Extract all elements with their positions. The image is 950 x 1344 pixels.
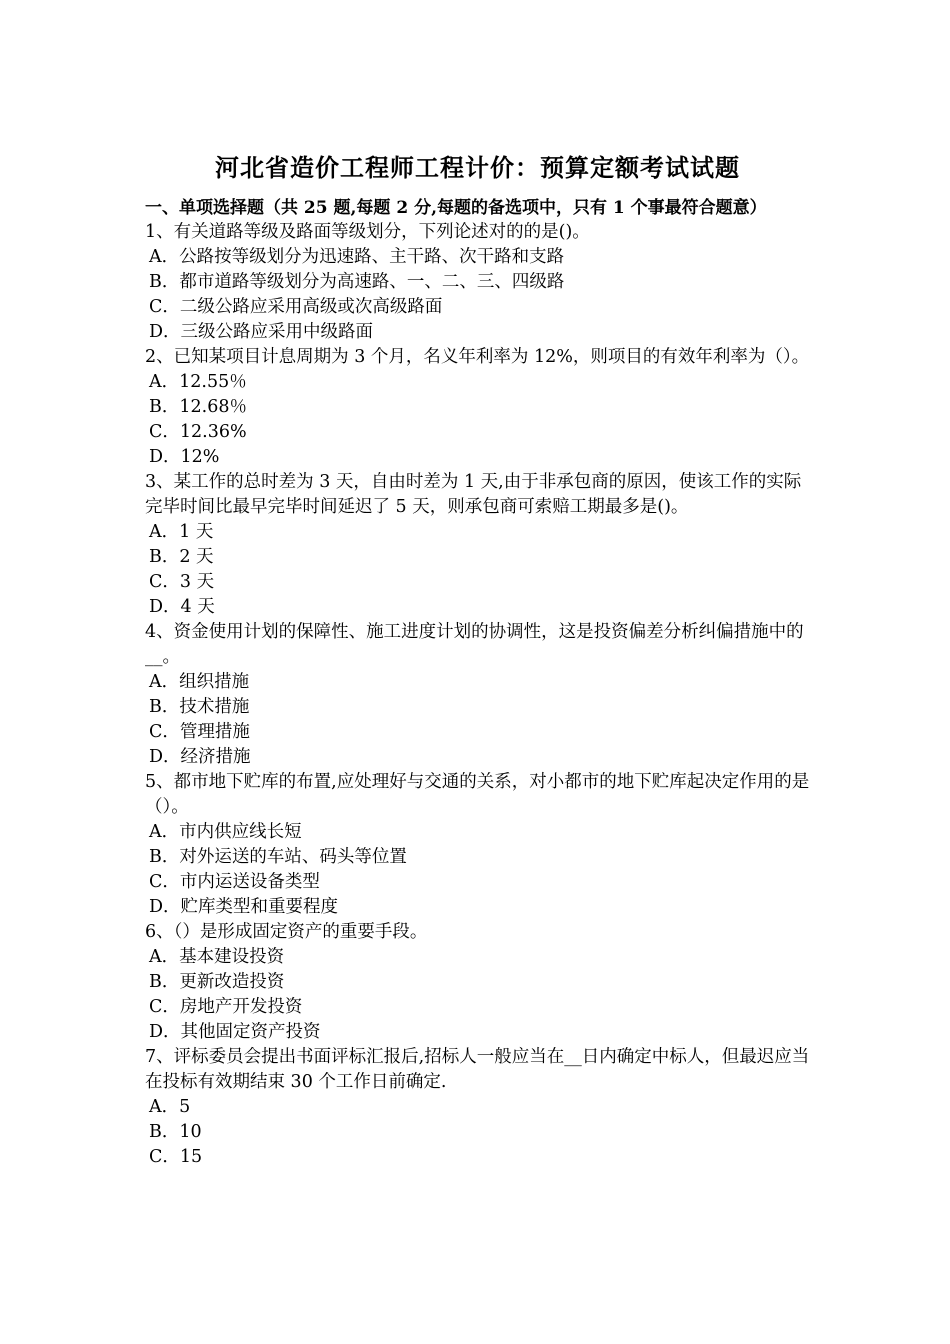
option-a: A．1 天 xyxy=(149,522,214,542)
option-a: A．公路按等级划分为迅速路、主干路、次干路和支路 xyxy=(149,247,565,267)
option-list xyxy=(145,670,810,770)
option-list xyxy=(145,520,810,620)
option-list xyxy=(145,820,810,920)
question-7 xyxy=(145,1045,810,1170)
question-4 xyxy=(145,620,810,770)
question-text: 1、有关道路等级及路面等级划分，下列论述对的的是()。 xyxy=(145,222,590,242)
option-d: D．贮库类型和重要程度 xyxy=(149,897,339,917)
option-d: D．三级公路应采用中级路面 xyxy=(149,322,374,342)
option-d: D．经济措施 xyxy=(149,747,251,767)
option-a: A．组织措施 xyxy=(149,672,250,692)
option-b: B．都市道路等级划分为高速路、一、二、三、四级路 xyxy=(149,272,565,292)
question-6 xyxy=(145,920,810,1045)
question-text: 2、已知某项目计息周期为 3 个月，名义年利率为 12%，则项目的有效年利率为（）。 xyxy=(145,347,810,367)
option-c: C．市内运送设备类型 xyxy=(149,872,320,892)
option-c: C．房地产开发投资 xyxy=(149,997,303,1017)
option-b: B．技术措施 xyxy=(149,697,250,717)
option-b: B．更新改造投资 xyxy=(149,972,285,992)
option-c: C．管理措施 xyxy=(149,722,250,742)
question-2 xyxy=(145,345,810,470)
option-list xyxy=(145,245,810,345)
question-text: 5、都市地下贮库的布置,应处理好与交通的关系，对小都市的地下贮库起决定作用的是（）。 xyxy=(145,772,810,817)
option-a: A．市内供应线长短 xyxy=(149,822,302,842)
question-text: 4、资金使用计划的保障性、施工进度计划的协调性，这是投资偏差分析纠偏措施中的__。 xyxy=(145,622,804,667)
document-title: 河北省造价工程师工程计价：预算定额考试试题 xyxy=(215,153,740,182)
option-b: B．12.68％ xyxy=(149,397,247,417)
option-b: B．2 天 xyxy=(149,547,214,567)
question-text: 7、评标委员会提出书面评标汇报后,招标人一般应当在__日内确定中标人，但最迟应当在投标有效期结束 30 个工作日前确定. xyxy=(145,1047,810,1092)
option-a: A．12.55％ xyxy=(149,372,247,392)
question-text: 3、某工作的总时差为 3 天，自由时差为 1 天,由于非承包商的原因，使该工作的实际完毕时间比最早完毕时间延迟了 5 天，则承包商可索赔工期最多是()。 xyxy=(145,472,802,517)
option-b: B．10 xyxy=(149,1122,202,1142)
question-3 xyxy=(145,470,810,620)
option-c: C．15 xyxy=(149,1147,203,1167)
option-d: D．12% xyxy=(149,447,220,467)
option-b: B．对外运送的车站、码头等位置 xyxy=(149,847,407,867)
question-text: 6、（）是形成固定资产的重要手段。 xyxy=(145,922,428,942)
document-page xyxy=(145,148,810,1170)
option-list xyxy=(145,1095,810,1170)
option-c: C．二级公路应采用高级或次高级路面 xyxy=(149,297,443,317)
option-c: C．3 天 xyxy=(149,572,215,592)
section-heading: 一、单项选择题（共 25 题,每题 2 分,每题的备选项中，只有 1 个事最符合题意） xyxy=(145,198,767,218)
option-list xyxy=(145,370,810,470)
question-1 xyxy=(145,220,810,345)
question-5 xyxy=(145,770,810,920)
option-list xyxy=(145,945,810,1045)
option-a: A．基本建设投资 xyxy=(149,947,285,967)
option-d: D．4 天 xyxy=(149,597,215,617)
option-d: D．其他固定资产投资 xyxy=(149,1022,321,1042)
option-c: C．12.36% xyxy=(149,422,247,442)
option-a: A．5 xyxy=(149,1097,191,1117)
